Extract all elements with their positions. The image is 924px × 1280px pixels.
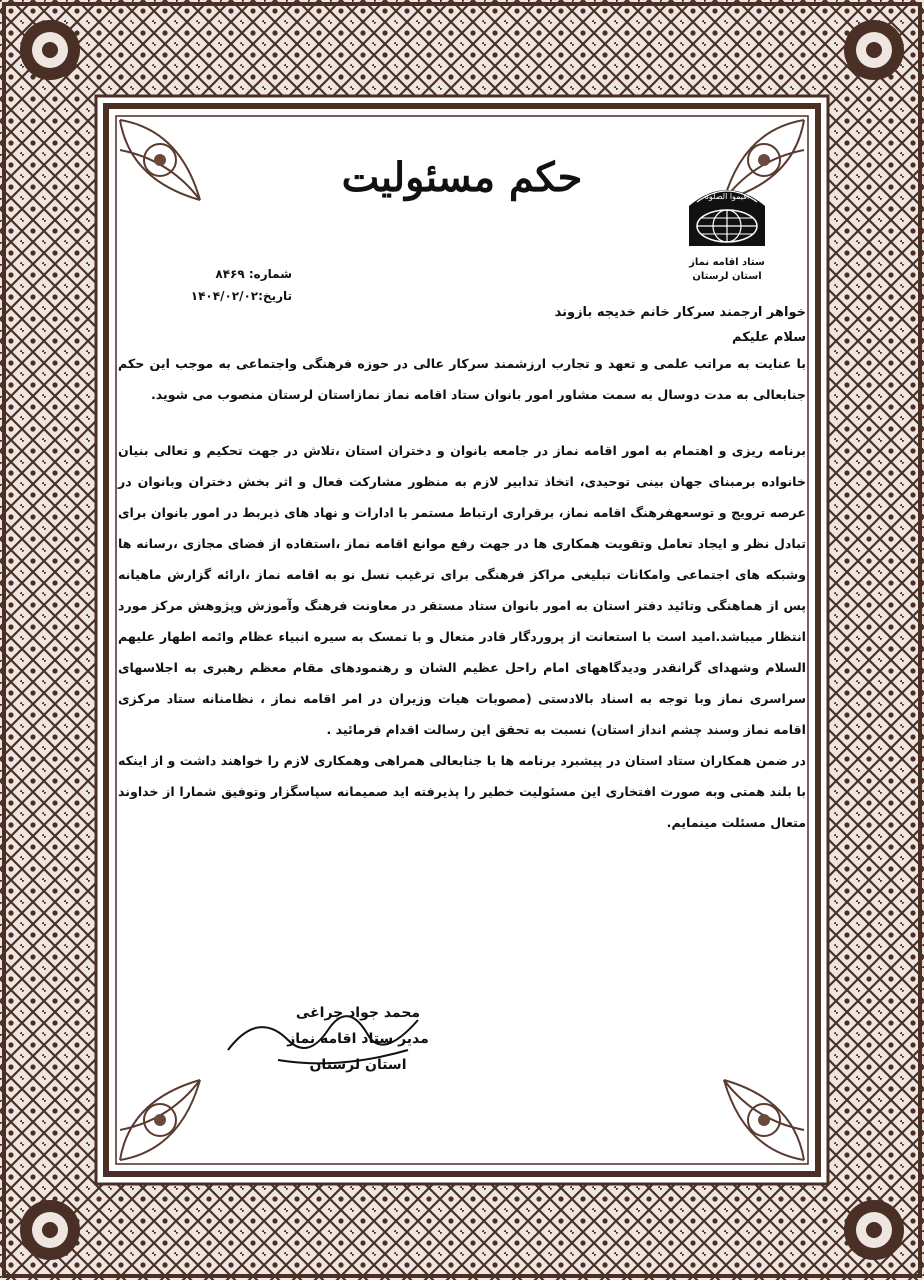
organization-logo	[672, 172, 782, 284]
logo-caption-line2: استان لرستان	[692, 271, 762, 282]
signer-name: محمد جواد چراغی	[295, 1005, 421, 1021]
paragraph-gap	[118, 410, 806, 435]
paragraph-appointment: با عنایت به مراتب علمی و تعهد و تجارب ارزشمند سرکار عالی در حوزه فرهنگی واجتماعی به موجب این حکم جنابعالی به مدت دوسال به سمت مشاور امور بانوان ستاد اقامه نماز نمازاستان لرستان منصوب می شوید.	[118, 356, 806, 402]
letter-body	[118, 348, 806, 838]
signer-position: مدیر ستاد اقامه نماز	[287, 1031, 429, 1047]
document-title: حکم مسئولیت	[341, 154, 583, 201]
paragraph-duties: برنامه ریزی و اهتمام به امور اقامه نماز در جامعه بانوان و دختران استان ،تلاش در جهت تحکیم و تعالی بنیان خانواده برمبنای جهان بینی توحیدی، اتخاذ تدابیر لازم به منظور مشارکت فعال و اثر بخش دختران وبانوان در عرصه ترویج و توسعهفرهنگ اقامه نماز، برقراری ارتباط مستمر با ادارات و نهاد های ذیربط در امور بانوان برای تبادل نظر و ایجاد تعامل وتقویت همکاری ها در جهت رفع موانع اقامه نماز ،استفاده از فضای مجازی ،رسانه ها وشبکه های اجتماعی وامکانات تبلیغی مراکز فرهنگی برای ترغیب نسل نو به اقامه نماز ،ارائه گزارش ماهیانه پس از هماهنگی وتائید دفتر استان به امور بانوان ستاد مستقر در معاونت فرهنگ وآموزش وپژوهش مرکز مورد انتظار میباشد.امید است با استعانت از پروردگار قادر متعال و با تمسک به سیره انبیاء عظام وائمه اطهار علیهم السلام وشهدای گرانقدر ودیدگاههای امام راحل عظیم الشان و رهنمودهای مقام معظم رهبری به اجلاسهای سراسری نماز وبا توجه به اسناد بالادستی (مصوبات هیات وزیران در امر اقامه نماز ، نظامنانه ستاد مرکزی اقامه نماز وسند چشم انداز استان) نسبت به تحقق این رسالت اقدام فرمائید .	[118, 443, 806, 737]
certificate-content	[118, 118, 806, 1162]
signer-province: استان لرستان	[309, 1057, 407, 1073]
globe-emblem-icon	[683, 172, 771, 252]
document-number: شماره: ۸۴۶۹	[215, 267, 292, 281]
paragraph-closing: در ضمن همکاران ستاد استان در پیشبرد برنامه ها با جنابعالی همراهی وهمکاری لازم را خواهند داشت و از اینکه با بلند همتی وبه صورت افتخاری این مسئولیت خطیر را پذیرفته اید صمیمانه سپاسگزار وتوفیق شمارا از خداوند متعال مسئلت مینمایم.	[118, 753, 806, 830]
signature-block	[238, 1000, 478, 1078]
recipient-name: خواهر ارجمند سرکار خانم خدیجه بازوند	[554, 305, 806, 320]
greeting: سلام علیکم	[732, 330, 806, 345]
logo-caption-line1: ستاد اقامه نماز	[689, 257, 765, 268]
handwritten-signature	[218, 990, 438, 1080]
recipient-block	[118, 300, 806, 350]
logo-arch-text: اقیموا الصلوة	[704, 192, 750, 201]
document-date: تاریخ:۱۴۰۴/۰۲/۰۲	[190, 289, 292, 303]
